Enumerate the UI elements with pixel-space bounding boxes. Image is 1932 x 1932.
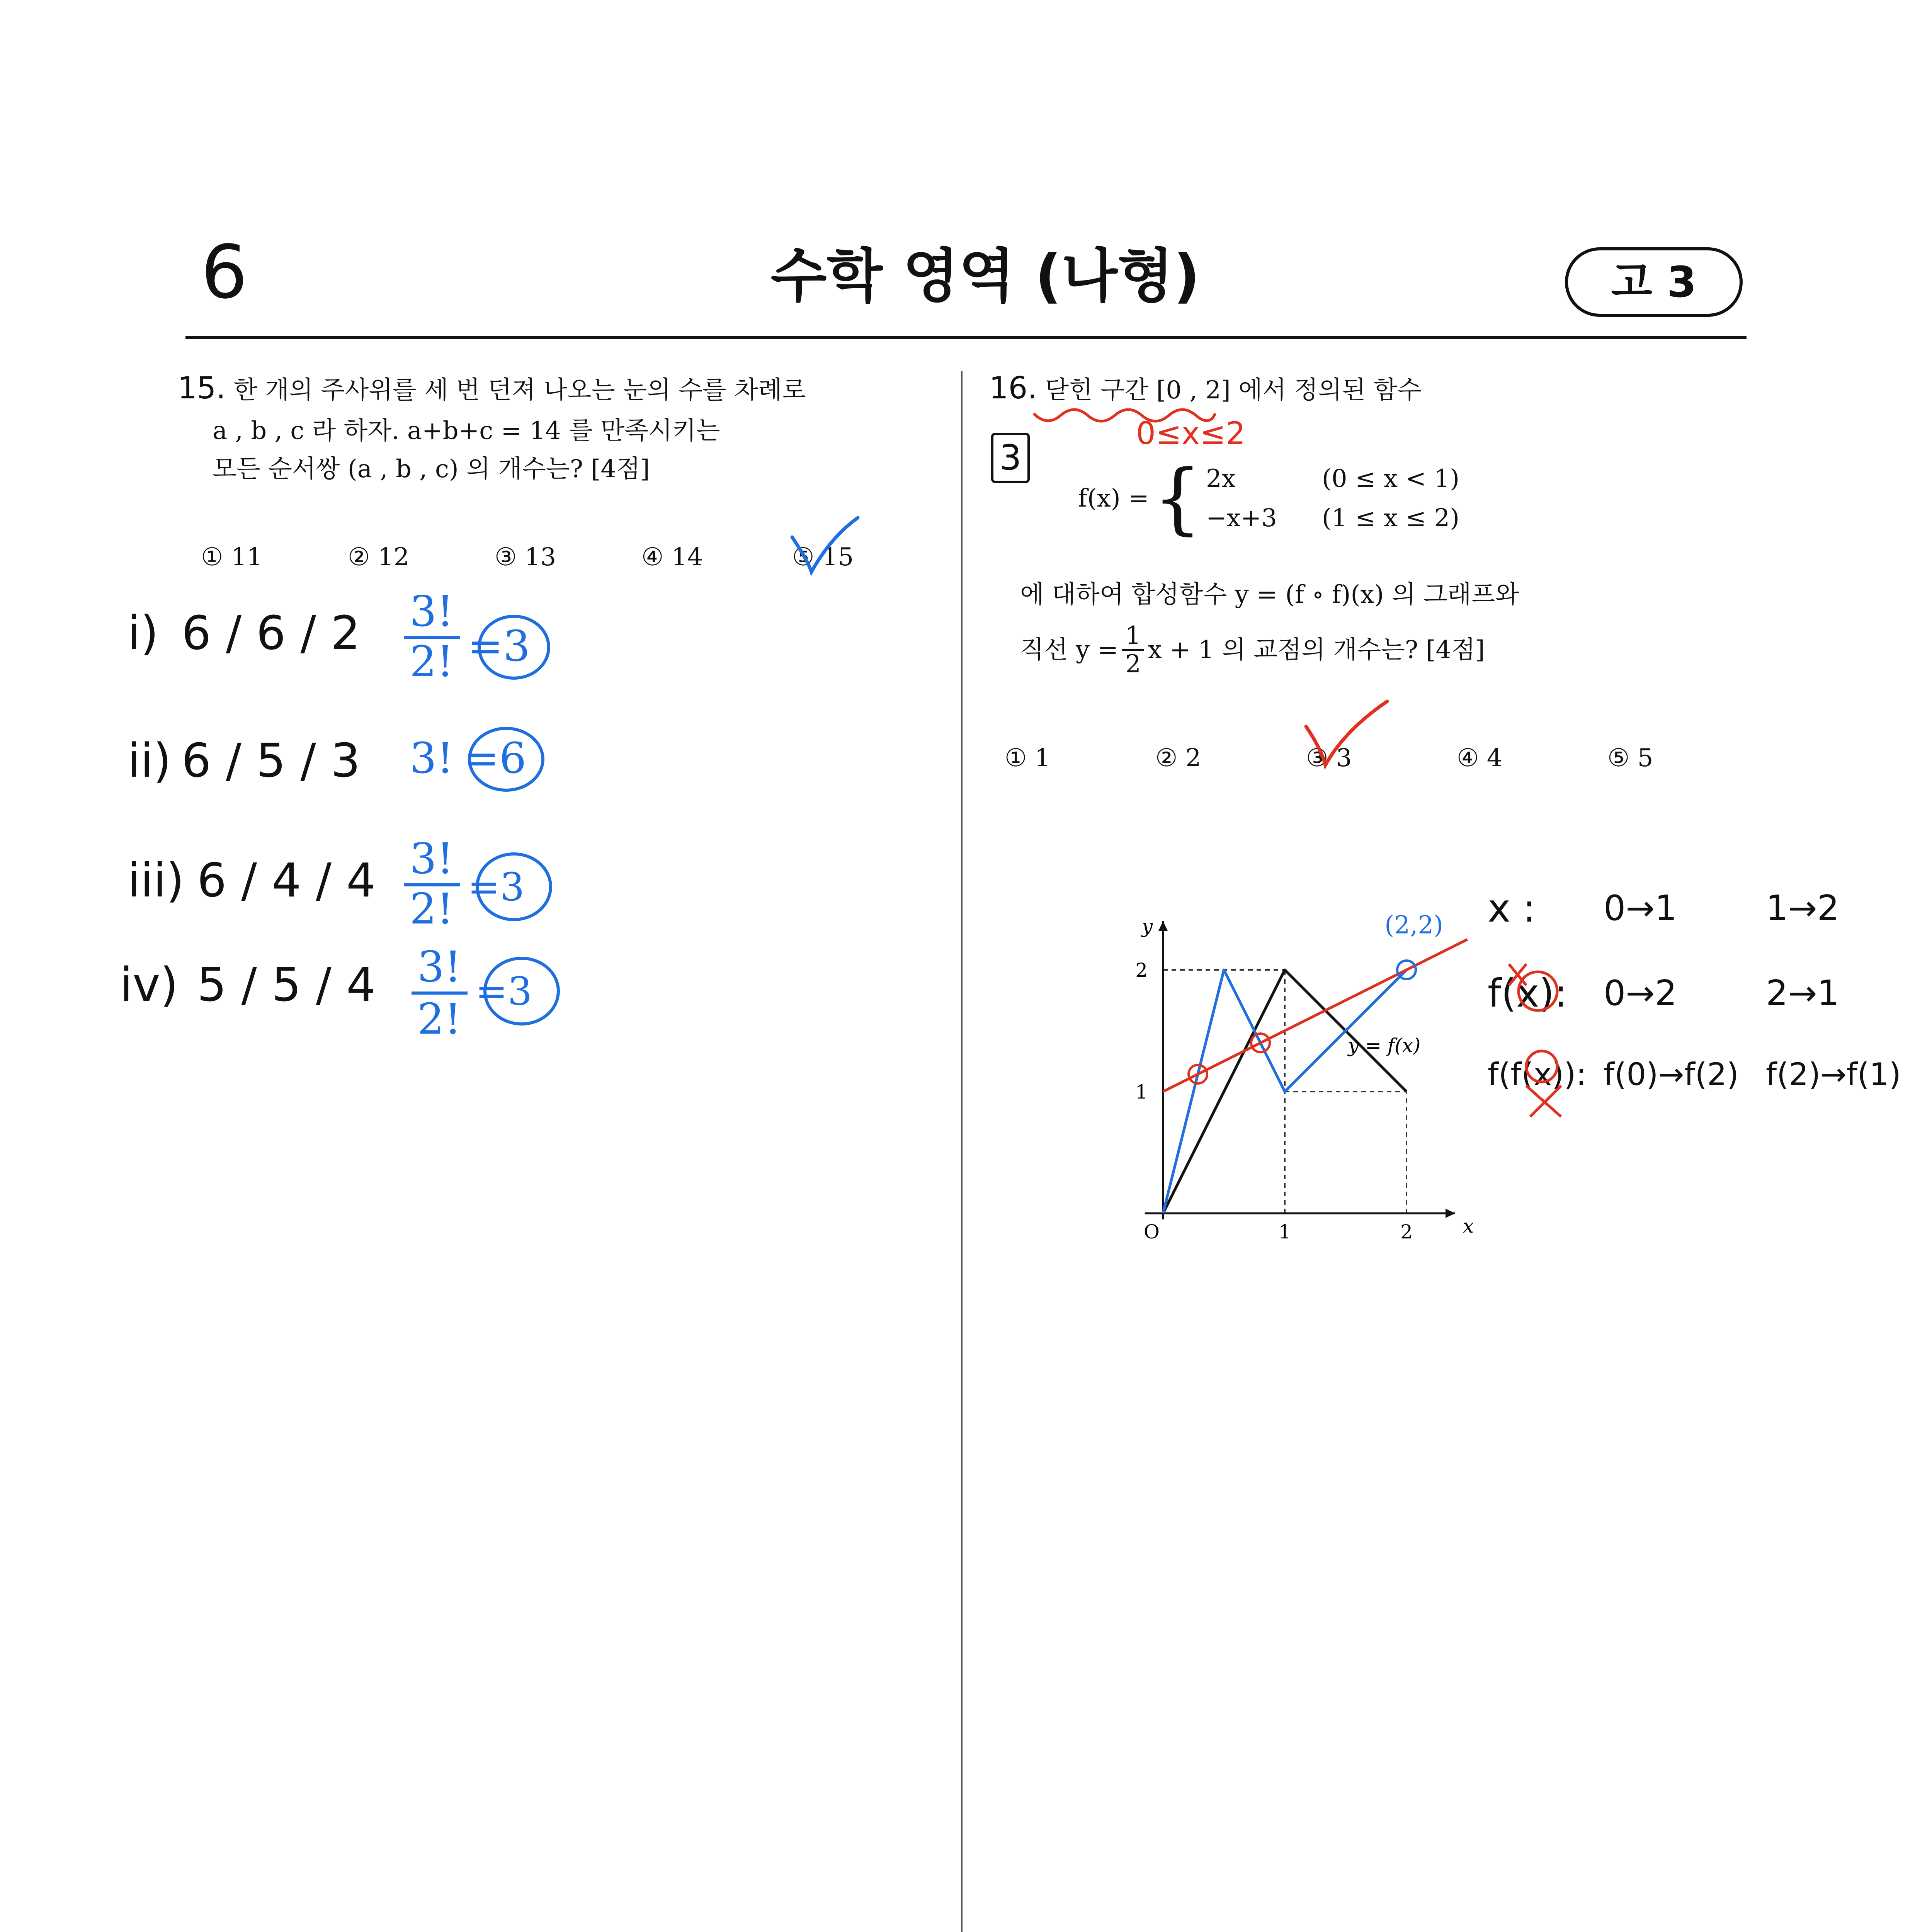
piece-1-domain: (0 ≤ x < 1) — [1321, 464, 1460, 493]
choice-1[interactable]: ① 1 — [1005, 744, 1051, 772]
case-1-label: i) — [128, 607, 159, 660]
question-16-line-2: 에 대하여 합성함수 y = (f ∘ f)(x) 의 그래프와 — [1020, 580, 1519, 609]
column-divider — [961, 371, 963, 1932]
svg-text:=3: =3 — [468, 621, 531, 671]
note-label: x : — [1488, 885, 1536, 931]
svg-text:3!: 3! — [410, 595, 454, 636]
note-label: f(x): — [1488, 970, 1568, 1016]
note-range-a: f(0)→f(2) — [1604, 1056, 1739, 1092]
x-tick-label: 1 — [1279, 1221, 1291, 1243]
case-3-count — [402, 842, 564, 939]
note-range-a: 0→2 — [1604, 973, 1677, 1014]
choice-5[interactable]: ⑤ 15 — [792, 543, 854, 571]
point-label: (2,2) — [1384, 911, 1444, 940]
choice-1[interactable]: ① 11 — [201, 543, 263, 571]
line3-suffix: x + 1 의 교점의 개수는? [4점] — [1148, 635, 1485, 664]
note-range-b: 2→1 — [1766, 973, 1839, 1014]
cross-mark-icon — [1519, 1043, 1573, 1121]
curve-label: y = f(x) — [1348, 1034, 1421, 1057]
question-16-line-3 — [1020, 622, 1485, 678]
case-1-count — [402, 595, 564, 692]
piecewise-function — [1078, 453, 1460, 543]
origin-label: O — [1144, 1221, 1160, 1243]
page-number: 6 — [201, 230, 248, 315]
piece-2-domain: (1 ≤ x ≤ 2) — [1321, 504, 1460, 532]
question-16 — [989, 365, 1747, 412]
header-rule — [185, 336, 1747, 339]
question-text-line: 한 개의 주사위를 세 번 던져 나오는 눈의 수를 차례로 — [233, 376, 806, 405]
choice-5[interactable]: ⑤ 5 — [1607, 744, 1653, 772]
question-number: 16. — [989, 371, 1037, 406]
piece-1-expr: 2x — [1206, 464, 1236, 493]
case-2-triple: 6 / 5 / 3 — [182, 734, 361, 788]
case-2-label: ii) — [128, 734, 172, 788]
line3-prefix: 직선 y = — [1020, 635, 1119, 664]
case-1-triple: 6 / 6 / 2 — [182, 607, 361, 660]
note-range-b: f(2)→f(1) — [1766, 1056, 1901, 1092]
question-text-line: 모든 순서쌍 (a , b , c) 의 개수는? [4점] — [213, 455, 650, 484]
grade-badge: 고 3 — [1565, 247, 1743, 317]
y-tick-label: 1 — [1135, 1081, 1148, 1103]
svg-text:=3: =3 — [475, 969, 532, 1014]
cross-mark-icon — [1503, 958, 1565, 1020]
x-tick-label: 2 — [1400, 1221, 1413, 1243]
checkmark-icon — [784, 514, 862, 580]
question-15 — [178, 365, 935, 488]
fraction — [1122, 622, 1144, 678]
svg-text:=3: =3 — [468, 864, 525, 910]
domain-note: 0≤x≤2 — [1136, 415, 1246, 451]
case-2-count — [406, 723, 568, 800]
case-4-triple: 5 / 5 / 4 — [197, 958, 376, 1012]
choice-2[interactable]: ② 2 — [1155, 744, 1201, 772]
x-axis-arrow — [1446, 1209, 1455, 1218]
svg-text:2!: 2! — [417, 994, 462, 1044]
y-axis-arrow — [1158, 921, 1168, 931]
choice-4[interactable]: ④ 4 — [1457, 744, 1503, 772]
checkmark-icon — [1298, 696, 1391, 773]
svg-text:3!: 3! — [417, 947, 462, 992]
function-lhs: f(x) = — [1078, 484, 1149, 513]
choice-3[interactable]: ③ 13 — [495, 543, 556, 571]
note-label: f(f(x)): — [1488, 1056, 1587, 1092]
choice-4[interactable]: ④ 14 — [641, 543, 703, 571]
svg-text:=6: =6 — [464, 733, 527, 783]
brace: { — [1153, 453, 1202, 543]
note-range-b: 1→2 — [1766, 888, 1839, 929]
page-title: 수학 영역 (나형) — [770, 243, 1200, 310]
choice-3[interactable]: ③ 3 — [1306, 744, 1352, 772]
axis-label-x: x — [1463, 1215, 1474, 1237]
case-4-label: iv) — [120, 958, 179, 1012]
fraction-numerator: 1 — [1122, 622, 1144, 651]
case-3-label: iii) — [128, 854, 184, 908]
case-4-count — [410, 947, 572, 1047]
svg-text:2!: 2! — [410, 637, 454, 686]
q15-choices — [201, 543, 854, 571]
svg-text:2!: 2! — [410, 884, 454, 934]
piece-2-expr: −x+3 — [1206, 504, 1277, 532]
svg-text:3!: 3! — [410, 733, 454, 783]
question-number: 15. — [178, 371, 226, 406]
case-3-triple: 6 / 4 / 4 — [197, 854, 376, 908]
axis-label-y: y — [1142, 915, 1153, 937]
question-text-line: a , b , c 라 하자. a+b+c = 14 를 만족시키는 — [213, 416, 720, 445]
series-line-2 — [1163, 939, 1468, 1092]
question-intro: 닫힌 구간 [0 , 2] 에서 정의된 함수 — [1045, 376, 1422, 405]
y-tick-label: 2 — [1135, 959, 1148, 981]
answer-box: 3 — [991, 433, 1030, 483]
fraction-denominator: 2 — [1125, 650, 1141, 679]
choice-2[interactable]: ② 12 — [348, 543, 410, 571]
note-range-a: 0→1 — [1604, 888, 1677, 929]
svg-text:3!: 3! — [410, 842, 454, 883]
